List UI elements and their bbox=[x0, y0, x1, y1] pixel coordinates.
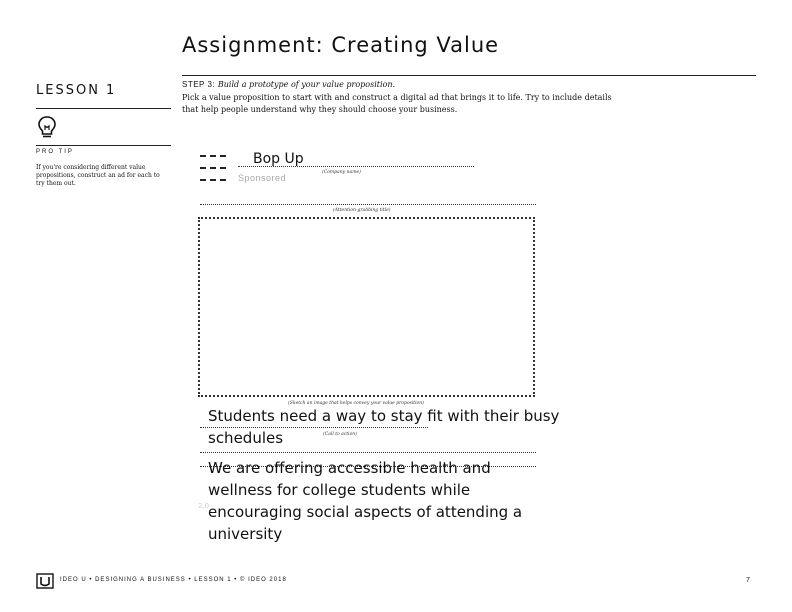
ad-body: We are offering accessible health and wellness for college students while encouraging social aspects of attending a university bbox=[208, 459, 523, 543]
sponsored-label: Sponsored bbox=[238, 173, 287, 183]
company-logo-placeholder bbox=[200, 155, 226, 181]
page-title: Assignment: Creating Value bbox=[182, 33, 500, 57]
company-name: Bop Up bbox=[253, 151, 304, 167]
ideo-u-logo-icon bbox=[36, 573, 54, 589]
attention-title-line bbox=[200, 204, 536, 205]
sketch-caption: (Sketch an image that helps convey your value proposition) bbox=[288, 401, 424, 406]
ad-headline: Students need a way to stay fit with their busy schedules bbox=[208, 407, 560, 447]
lightbulb-icon bbox=[36, 114, 58, 140]
step-title: Build a prototype of your value proposition. bbox=[217, 80, 396, 89]
lesson-divider bbox=[36, 108, 171, 109]
body-line-1 bbox=[200, 452, 536, 453]
protip-label: PRO TIP bbox=[36, 149, 74, 155]
faint-text: 2.0 bbox=[198, 502, 210, 510]
cta-caption: (Call to action) bbox=[323, 432, 357, 437]
lesson-label: LESSON 1 bbox=[36, 83, 117, 98]
company-caption: (Company name) bbox=[322, 170, 361, 175]
sketch-image-box bbox=[198, 217, 535, 397]
page-number: 7 bbox=[746, 577, 750, 584]
step-label: STEP 3: bbox=[182, 80, 216, 89]
step-description: Pick a value proposition to start with and construct a digital ad that brings it to life. Try to include details that help people understand why they should choose your business. bbox=[182, 93, 612, 114]
step-heading bbox=[182, 80, 395, 89]
footer-text: IDEO U • DESIGNING A BUSINESS • LESSON 1 • © IDEO 2018 bbox=[60, 577, 287, 583]
attention-caption: (Attention-grabbing title) bbox=[333, 208, 391, 213]
protip-text: If you're considering different value propositions, construct an ad for each to try them out. bbox=[36, 164, 160, 187]
company-name-line bbox=[238, 166, 474, 167]
protip-divider bbox=[36, 145, 171, 146]
title-divider bbox=[182, 75, 756, 76]
